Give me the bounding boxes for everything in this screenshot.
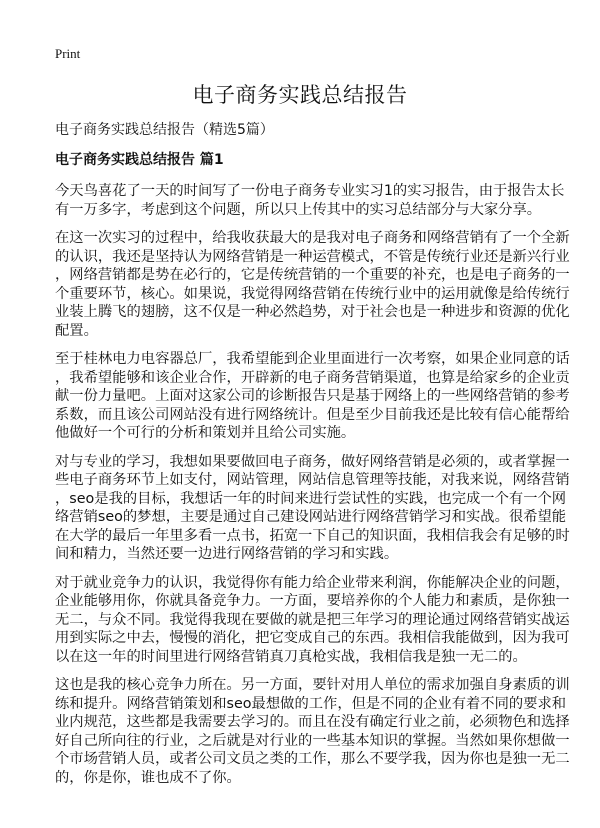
paragraph-line: 的认识，我还是坚持认为网络营销是一种运营模式，不管是传统行业还是新兴行业 (55, 248, 570, 265)
paragraph-line: 对于就业竞争力的认识，我觉得你有能力给企业带来利润，你能解决企业的问题， (55, 574, 570, 591)
paragraph-line: 他做好一个可行的分析和策划并且给公司实施。 (55, 425, 356, 441)
paragraph (55, 350, 570, 443)
paragraph (55, 229, 570, 340)
paragraph-line: ，我希望能够和该企业合作，开辟新的电子商务营销渠道，也算是给家乡的企业贡 (55, 369, 570, 386)
paragraph-line: 业内规范，这些都是我需要去学习的。而且在没有确定行业之前，必须物色和选择 (55, 714, 570, 730)
paragraph (55, 182, 565, 219)
paragraph-line: 练和提升。网络营销策划和seo最想做的工作，但是不同的企业有着不同的要求和 (55, 695, 567, 712)
paragraph-line: 业装上腾飞的翅膀，这不仅是一种必然趋势，对于社会也是一种进步和资源的优化 (55, 304, 570, 320)
paragraph-line: 配置。 (55, 322, 98, 339)
paragraph-line: 至于桂林电力电容器总厂，我希望能到企业里面进行一次考察，如果企业同意的话 (55, 351, 570, 367)
print-link[interactable]: Print (55, 46, 81, 61)
paragraph-line: 些电子商务环节上如支付，网站管理，网站信息管理等技能，对我来说，网络营销 (55, 472, 570, 488)
paragraph-line: 个重要环节，核心。如果说，我觉得网络营销在传统行业中的运用就像是给传统行 (55, 285, 570, 302)
paragraph-line: 用到实际之中去，慢慢的消化，把它变成自己的东西。我相信我能做到，因为我可 (55, 630, 570, 646)
paragraph-line: 今天鸟喜花了一天的时间写了一份电子商务专业实习1的实习报告，由于报告太长 (55, 183, 565, 199)
paragraph-line: 好自己所向往的行业，之后就是对行业的一些基本知识的掌握。当然如果你想做一 (55, 732, 570, 749)
paragraph-line: 以在这一年的时间里进行网络营销真刀真枪实战，我相信我是独一无二的。 (55, 648, 527, 665)
paragraph-line: ，seo是我的目标，我想话一年的时间来进行尝试性的实践，也完成一个有一个网 (55, 490, 567, 507)
document-subtitle: 电子商务实践总结报告（精选5篇） (55, 122, 274, 138)
document-body (55, 182, 570, 797)
paragraph (55, 453, 570, 564)
paragraph-line: 无二，与众不同。我觉得我现在要做的就是把三年学习的理论通过网络营销实战运 (55, 611, 570, 628)
paragraph-line: 对与专业的学习，我想如果要做回电子商务，做好网络营销是必须的，或者掌握一 (55, 453, 570, 470)
section-heading: 电子商务实践总结报告 篇1 (55, 152, 224, 168)
paragraph-line: ，网络营销都是势在必行的，它是传统营销的一个重要的补充，也是电子商务的一 (55, 267, 570, 283)
paragraph-line: 献一份力量吧。上面对这家公司的诊断报告只是基于网络上的一些网络营销的参考 (55, 388, 570, 404)
paragraph-line: 个市场营销人员，或者公司文员之类的工作，那么不要学我，因为你也是独一无二 (55, 751, 570, 767)
paragraph-line: 在大学的最后一年里多看一点书，拓宽一下自己的知识面，我相信我会有足够的时 (55, 527, 570, 544)
paragraph-line: 系数，而且该公司网站没有进行网络统计。但是至少目前我还是比较有信心能帮给 (55, 406, 570, 423)
paragraph (55, 574, 570, 667)
paragraph-line: 有一万多字，考虑到这个问题，所以只上传其中的实习总结部分与大家分享。 (55, 201, 542, 218)
paragraph-line: 企业能够用你，你就具备竞争力。一方面，要培养你的个人能力和素质，是你独一 (55, 593, 570, 609)
paragraph-line: 这也是我的核心竞争力所在。另一方面，要针对用人单位的需求加强自身素质的训 (55, 677, 570, 693)
paragraph-line: 的，你是你，谁也成不了你。 (55, 769, 241, 786)
paragraph-line: 在这一次实习的过程中，给我收获最大的是我对电子商务和网络营销有了一个全新 (55, 230, 570, 246)
paragraph-line: 间和精力，当然还要一边进行网络营销的学习和实践。 (55, 546, 399, 562)
paragraph-line: 络营销seo的梦想，主要是通过自己建设网站进行网络营销学习和实战。很希望能 (55, 509, 567, 525)
document-title: 电子商务实践总结报告 (192, 83, 408, 107)
paragraph (55, 676, 570, 787)
